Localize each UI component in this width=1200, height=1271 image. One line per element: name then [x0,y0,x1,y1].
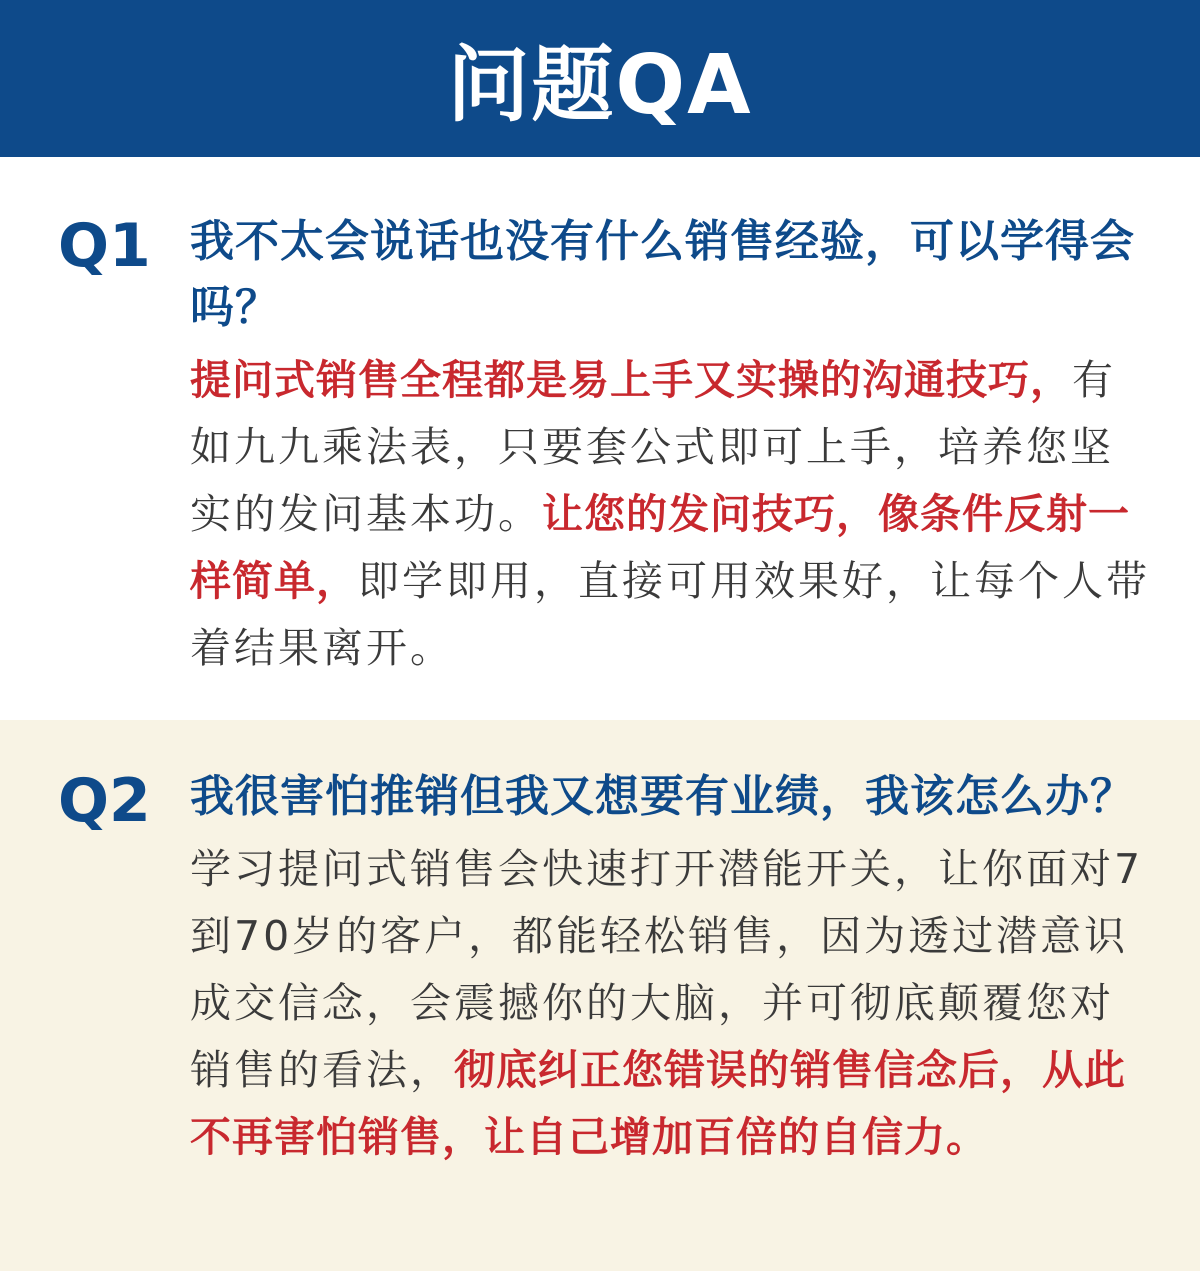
qa-section-2 [0,720,1200,1271]
answer-segment: 有如九九乘法表，只要套公式即可上手，培养您坚实的发问基本功。 [190,356,1116,538]
qa-content [190,764,1150,1171]
question-text: 我很害怕推销但我又想要有业绩，我该怎么办？ [190,771,1135,822]
answer-highlight: 让您的发问技巧，像条件反射一样简单， [190,490,1130,605]
question-text: 我不太会说话也没有什么销售经验，可以学得会吗？ [190,216,1135,333]
answer-segment: 学习提问式销售会快速打开潜能开关，让你面对7到70岁的客户，都能轻松销售，因为透过潜意识成交信念，会震撼你的大脑，并可彻底颠覆您对销售的看法， [190,845,1144,1094]
answer-text [190,347,1150,682]
question-number: Q1 [58,211,151,281]
qa-content [190,209,1150,682]
answer-highlight: 彻底纠正您错误的销售信念后，从此不再害怕销售，让自己增加百倍的自信力。 [190,1046,1126,1161]
question-number: Q2 [58,766,151,836]
answer-text [190,836,1150,1171]
answer-segment: 即学即用，直接可用效果好，让每个人带着结果离开。 [190,557,1150,672]
header-banner [0,0,1200,157]
qa-section-1 [0,157,1200,720]
answer-highlight: 提问式销售全程都是易上手又实操的沟通技巧， [190,356,1072,404]
page-title: 问题QA [447,38,753,133]
